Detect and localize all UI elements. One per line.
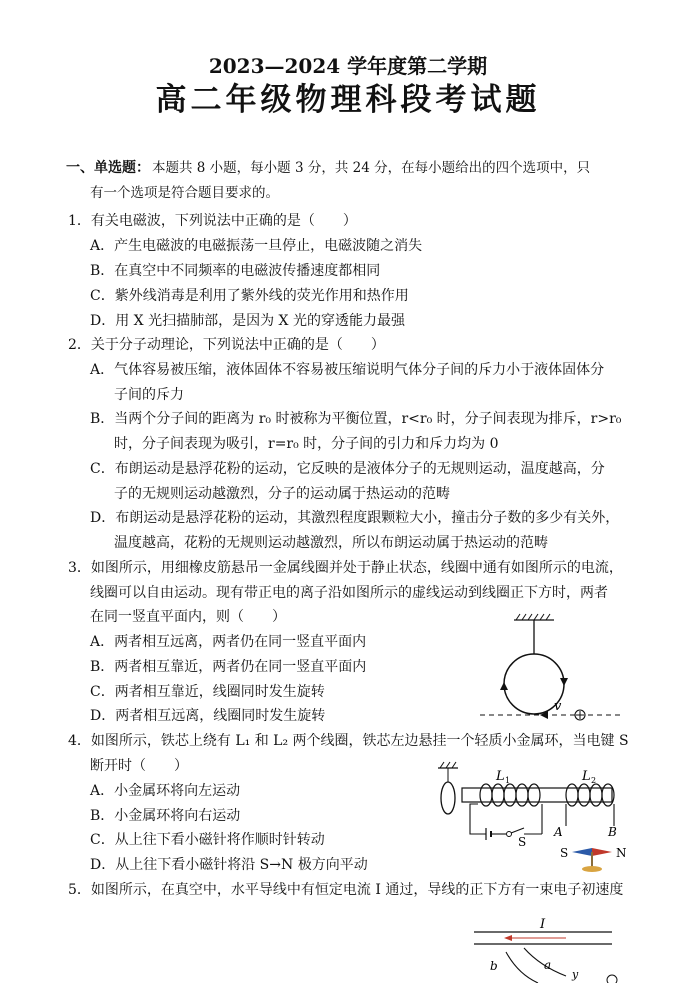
- q2-option-a-line1: A．气体容易被压缩，液体固体不容易被压缩说明气体分子间的斥力小于液体固体分: [90, 362, 605, 378]
- exam-title: 高二年级物理科段考试题: [155, 82, 541, 118]
- metal-ring: [441, 782, 455, 814]
- electron-source: [607, 975, 617, 983]
- q3-option-c: C．两者相互靠近，线圈同时发生旋转: [90, 684, 325, 700]
- terminal-a: A: [554, 825, 563, 839]
- section-label: 一、单选题：: [66, 160, 150, 176]
- label-b: b: [490, 959, 498, 973]
- q3-coil-figure: [474, 612, 624, 727]
- current-arrow-right: [560, 678, 568, 686]
- exam-year: 2023—2024 学年度第二学期: [208, 54, 488, 78]
- q3-stem-line2: 线圈可以自由运动。现有带正电的离子沿如图所示的虚线运动到线圈正下方时，两者: [90, 585, 608, 601]
- current-arrow-left: [500, 682, 508, 690]
- q4-option-a: A．小金属环将向左运动: [90, 783, 241, 799]
- q1-option-a: A．产生电磁波的电磁振荡一旦停止，电磁波随之消失: [90, 238, 423, 254]
- q2-option-c-line1: C．布朗运动是悬浮花粉的运动，它反映的是液体分子的无规则运动，温度越高，分: [90, 461, 605, 477]
- q2-stem: 2．关于分子动理论，下列说法中正确的是（ ）: [68, 337, 385, 353]
- q4-option-d: D．从上往下看小磁针将沿 S→N 极方向平动: [90, 857, 368, 873]
- q2-option-a-line2: 子间的斥力: [114, 387, 184, 403]
- q3-stem-line3: 在同一竖直平面内，则（ ）: [90, 609, 286, 625]
- q2-option-d-line2: 温度越高，花粉的无规则运动越激烈，所以布朗运动属于热运动的范畴: [114, 535, 548, 551]
- coil-l1: [480, 784, 540, 806]
- switch-s: [507, 832, 512, 837]
- q2-option-c-line2: 子的无规则运动越激烈，分子的运动属于热运动的范畴: [114, 486, 450, 502]
- q2-option-b-line2: 时，分子间表现为吸引，r=r₀ 时，分子间的引力和斥力均为 0: [114, 436, 499, 452]
- q1-stem: 1．有关电磁波，下列说法中正确的是（ ）: [68, 213, 357, 229]
- label-a: a: [544, 958, 552, 972]
- magnetic-needle: [572, 848, 612, 872]
- label-y: y: [572, 968, 579, 981]
- velocity-label: v: [554, 699, 562, 714]
- l2-label: L: [582, 769, 591, 784]
- section-desc-line1: 本题共 8 小题，每小题 3 分，共 24 分，在每小题给出的四个选项中，只: [152, 160, 591, 176]
- current-label: I: [540, 917, 546, 932]
- l1-subscript: 1: [505, 776, 511, 785]
- q5-stem: 5．如图所示，在真空中，水平导线中有恒定电流 I 通过，导线的正下方有一束电子初速度: [68, 882, 624, 898]
- needle-n-label: N: [616, 846, 627, 860]
- terminal-b: B: [608, 825, 617, 839]
- q4-option-c: C．从上往下看小磁针将作顺时针转动: [90, 832, 325, 848]
- needle-s-label: S: [560, 846, 569, 860]
- q3-option-d: D．两者相互远离，线圈同时发生旋转: [90, 708, 326, 724]
- coil-l2: [566, 784, 614, 806]
- q3-option-b: B．两者相互靠近，两者仍在同一竖直平面内: [90, 659, 367, 675]
- q2-option-b-line1: B．当两个分子间的距离为 r₀ 时被称为平衡位置，r<r₀ 时，分子间表现为排斥，r>r₀: [90, 411, 622, 427]
- q5-wire-figure: [466, 914, 636, 983]
- q4-stem-line1: 4．如图所示，铁芯上绕有 L₁ 和 L₂ 两个线圈，铁芯左边悬挂一个轻质小金属环，当电键 S: [68, 733, 629, 749]
- q1-option-c: C．紫外线消毒是利用了紫外线的荧光作用和热作用: [90, 288, 409, 304]
- q1-option-b: B．在真空中不同频率的电磁波传播速度都相同: [90, 263, 381, 279]
- ceiling-hatch: [514, 614, 554, 620]
- q1-option-d: D．用 X 光扫描肺部，是因为 X 光的穿透能力最强: [90, 313, 405, 329]
- l2-subscript: 2: [591, 776, 597, 785]
- q4-option-b: B．小金属环将向右运动: [90, 808, 241, 824]
- l1-label: L: [496, 769, 505, 784]
- q2-option-d-line1: D．布朗运动是悬浮花粉的运动，其激烈程度跟颗粒大小，撞击分子数的多少有关外，: [90, 510, 620, 526]
- q4-stem-line2: 断开时（ ）: [90, 758, 188, 774]
- q3-stem-line1: 3．如图所示，用细橡皮筋悬吊一金属线圈并处于静止状态，线圈中通有如图所示的电流，: [68, 560, 623, 576]
- q3-option-a: A．两者相互远离，两者仍在同一竖直平面内: [90, 634, 367, 650]
- q4-core-figure: [430, 760, 640, 880]
- switch-label: S: [518, 835, 527, 849]
- section-desc-line2: 有一个选项是符合题目要求的。: [90, 185, 279, 201]
